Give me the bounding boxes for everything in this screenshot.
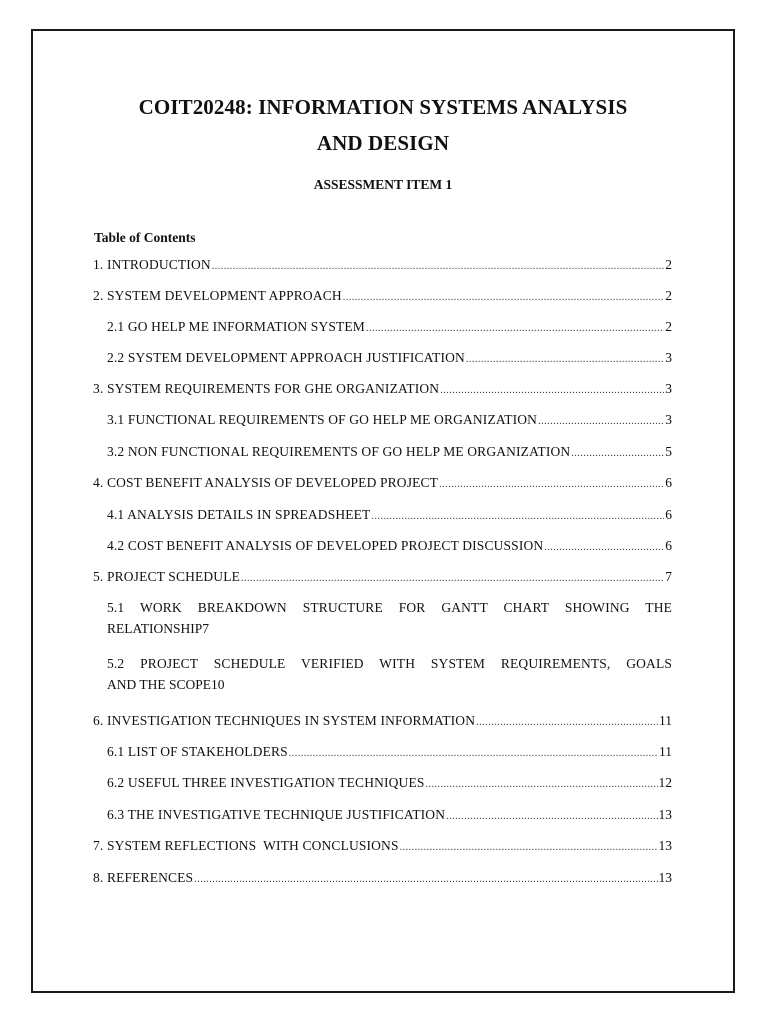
toc-dot-leader (241, 571, 664, 587)
toc-dot-leader (426, 777, 658, 793)
toc-entry-label: 3.2 NON FUNCTIONAL REQUIREMENTS OF GO HELP ME ORGANIZATION (107, 444, 571, 459)
toc-entry-list-of-stakeholders[interactable] (107, 744, 672, 762)
toc-dot-leader (440, 383, 664, 399)
table-of-contents (33, 31, 733, 991)
toc-entry-work-breakdown-structure[interactable] (107, 596, 672, 637)
toc-entry-label: 3.1 FUNCTIONAL REQUIREMENTS OF GO HELP ME ORGANIZATION (107, 412, 538, 427)
toc-entry-label-line-2: AND THE SCOPE (107, 677, 212, 692)
toc-dot-leader (343, 290, 664, 306)
toc-page-number: 2 (665, 288, 672, 303)
title-line-1: COIT20248: INFORMATION SYSTEMS ANALYSIS (138, 95, 628, 119)
toc-dot-leader (446, 809, 657, 825)
toc-page-number: 11 (659, 744, 672, 759)
toc-entry-label-line-2: RELATIONSHIP (107, 621, 203, 636)
toc-entry-go-help-me-information-system[interactable] (107, 319, 672, 337)
toc-page-number: 13 (658, 807, 672, 822)
toc-entry-label: 6.1 LIST OF STAKEHOLDERS (107, 744, 288, 759)
toc-entry-non-functional-requirements[interactable] (107, 444, 672, 462)
toc-entry-label: 4.1 ANALYSIS DETAILS IN SPREADSHEET (107, 507, 371, 522)
toc-heading: Table of Contents (94, 230, 196, 245)
toc-entry-system-development-approach[interactable] (93, 288, 672, 306)
toc-entry-investigation-techniques[interactable] (93, 713, 672, 731)
toc-entry-label: 2.1 GO HELP ME INFORMATION SYSTEM (107, 319, 365, 334)
toc-entry-schedule-verified[interactable] (107, 652, 672, 693)
toc-page-number: 6 (665, 475, 672, 490)
toc-dot-leader (439, 477, 664, 493)
document-subtitle: ASSESSMENT ITEM 1 (313, 177, 453, 192)
toc-entry-label: 3. SYSTEM REQUIREMENTS FOR GHE ORGANIZATION (93, 381, 440, 396)
toc-entry-label: 6. INVESTIGATION TECHNIQUES IN SYSTEM INFORMATION (93, 713, 476, 728)
toc-dot-leader (371, 509, 664, 525)
toc-entry-label: 4.2 COST BENEFIT ANALYSIS OF DEVELOPED PROJECT DISCUSSION (107, 538, 544, 553)
toc-page-number: 6 (665, 538, 672, 553)
toc-page-number: 3 (665, 350, 672, 365)
toc-page-number: 2 (665, 319, 672, 334)
toc-entry-label: 4. COST BENEFIT ANALYSIS OF DEVELOPED PROJECT (93, 475, 439, 490)
toc-dot-leader (466, 352, 664, 368)
toc-dot-leader (571, 446, 664, 462)
title-line-2: AND DESIGN (316, 131, 450, 155)
toc-dot-leader (194, 872, 657, 888)
toc-dot-leader (289, 746, 658, 762)
toc-dot-leader (538, 414, 664, 430)
toc-page-number: 12 (658, 775, 672, 790)
toc-page-number: 13 (658, 838, 672, 853)
toc-entry-technique-justification[interactable] (107, 807, 672, 825)
toc-page-number: 7 (665, 569, 672, 584)
toc-entry-label: 2. SYSTEM DEVELOPMENT APPROACH (93, 288, 342, 303)
toc-page-number: 10 (211, 677, 225, 692)
toc-entry-cost-benefit-analysis[interactable] (93, 475, 672, 493)
toc-entry-system-reflections[interactable] (93, 838, 672, 856)
toc-entry-functional-requirements[interactable] (107, 412, 672, 430)
toc-entry-label-line-1: 5.1 WORK BREAKDOWN STRUCTURE FOR GANTT CHART SHOWING THE (107, 600, 672, 615)
toc-entry-label: 8. REFERENCES (93, 870, 194, 885)
toc-entry-analysis-details-spreadsheet[interactable] (107, 507, 672, 525)
toc-page-number: 13 (658, 870, 672, 885)
toc-entry-approach-justification[interactable] (107, 350, 672, 368)
document-page (31, 29, 735, 993)
toc-entry-label: 7. SYSTEM REFLECTIONS WITH CONCLUSIONS (93, 838, 399, 853)
toc-page-number: 3 (665, 412, 672, 427)
toc-page-number: 11 (659, 713, 672, 728)
toc-entry-references[interactable] (93, 870, 672, 888)
toc-page-number: 5 (665, 444, 672, 459)
toc-entry-project-schedule[interactable] (93, 569, 672, 587)
toc-page-number: 2 (665, 257, 672, 272)
toc-page-number: 3 (665, 381, 672, 396)
toc-dot-leader (212, 259, 665, 275)
toc-entry-introduction[interactable] (93, 257, 672, 275)
toc-dot-leader (400, 840, 658, 856)
toc-entry-label-line-1: 5.2 PROJECT SCHEDULE VERIFIED WITH SYSTEM REQUIREMENTS, GOALS (107, 656, 672, 671)
toc-entry-system-requirements[interactable] (93, 381, 672, 399)
toc-entry-label: 6.3 THE INVESTIGATIVE TECHNIQUE JUSTIFICATION (107, 807, 446, 822)
toc-entry-label: 1. INTRODUCTION (93, 257, 211, 272)
toc-dot-leader (476, 715, 658, 731)
toc-dot-leader (544, 540, 664, 556)
toc-dot-leader (366, 321, 664, 337)
toc-entry-label: 5. PROJECT SCHEDULE (93, 569, 240, 584)
toc-page-number: 7 (202, 621, 210, 636)
toc-page-number: 6 (665, 507, 672, 522)
toc-entry-label: 2.2 SYSTEM DEVELOPMENT APPROACH JUSTIFICATION (107, 350, 465, 365)
toc-entry-three-investigation-techniques[interactable] (107, 775, 672, 793)
toc-entry-label: 6.2 USEFUL THREE INVESTIGATION TECHNIQUES (107, 775, 425, 790)
toc-entry-cost-benefit-discussion[interactable] (107, 538, 672, 556)
